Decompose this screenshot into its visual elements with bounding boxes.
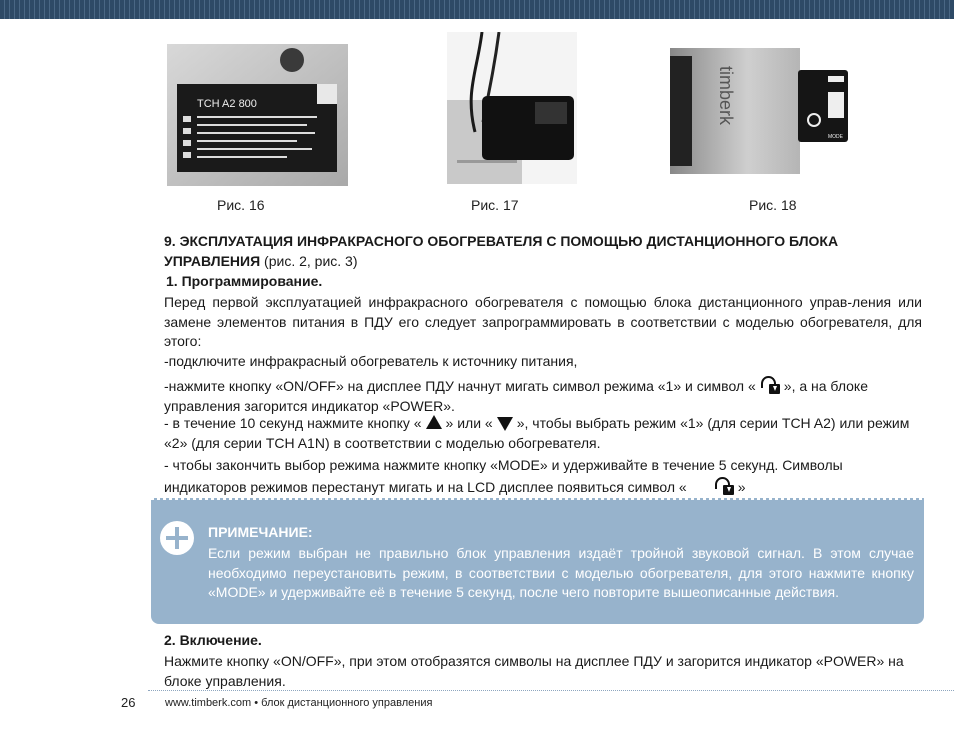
lock-icon	[759, 375, 781, 395]
list-item-press-onoff-text: -нажмите кнопку «ON/OFF» на дисплее ПДУ начнут мигать символ режима «1» и символ «	[164, 378, 756, 394]
note-title: ПРИМЕЧАНИЕ:	[208, 524, 313, 540]
paragraph-programming-intro: Перед первой эксплуатацией инфракрасного обогревателя с помощью блока дистанционного управ-ления или замене элементов питания в ПДУ его следует запрограммировать в соответствии с моделью обогревателя, для этого:	[164, 294, 922, 349]
caption-figure-18: Рис. 18	[749, 197, 797, 213]
figure-18-brand-text: timberk	[716, 66, 736, 126]
list-item-select-mode-text-a: - в течение 10 секунд нажмите кнопку «	[164, 415, 422, 431]
subheading-power-on: 2. Включение.	[164, 632, 262, 648]
list-item-press-onoff-end: », а на блоке управления загорится индикатор «POWER».	[164, 378, 868, 414]
figure-18-button-label: MODE	[828, 134, 843, 140]
list-item-select-mode-text-c: », чтобы выбрать режим «1» (для серии TCH A2) или режим «2» (для серии TCH A1N) в соответствии с моделью обогревателя.	[164, 415, 910, 451]
note-top-border	[151, 498, 924, 500]
plus-icon	[160, 521, 194, 555]
list-item-finish-mode	[164, 456, 922, 497]
caption-figure-17: Рис. 17	[471, 197, 519, 213]
subheading-programming: 1. Программирование.	[166, 273, 323, 289]
list-item-connect: -подключите инфракрасный обогреватель к источнику питания,	[164, 353, 578, 369]
list-item-select-mode-text-b: » или «	[445, 415, 493, 431]
caption-figure-16: Рис. 16	[217, 197, 265, 213]
list-item-finish-mode-end: »	[737, 478, 746, 495]
lock-icon-lcd	[713, 476, 735, 496]
footer-text: www.timberk.com • блок дистанционного управления	[165, 697, 433, 709]
arrow-down-icon	[497, 417, 513, 431]
list-item-select-mode	[164, 414, 922, 453]
arrow-up-icon	[426, 415, 442, 429]
header-bar	[0, 0, 954, 19]
section-heading-text: 9. ЭКСПЛУАТАЦИЯ ИНФРАКРАСНОГО ОБОГРЕВАТЕЛЯ С ПОМОЩЬЮ ДИСТАНЦИОННОГО БЛОКА УПРАВЛЕНИЯ	[164, 233, 839, 269]
figure-17-photo	[447, 32, 577, 184]
footer-divider	[148, 690, 954, 691]
figure-18-photo	[670, 48, 850, 174]
list-item-finish-mode-text: - чтобы закончить выбор режима нажмите кнопку «MODE» и удерживайте в течение 5 секунд. Символы индикаторов режимов перестанут мигать и на LCD дисплее появиться символ «	[164, 457, 843, 495]
figure-16-photo	[167, 44, 348, 186]
page-number: 26	[121, 695, 136, 710]
list-item-press-onoff	[164, 375, 922, 416]
figure-16-label-text: TCH A2 800	[197, 98, 257, 110]
section-heading-ref: (рис. 2, рис. 3)	[260, 252, 358, 269]
note-text: Если режим выбран не правильно блок управления издаёт тройной звуковой сигнал. В этом случае необходимо переустановить режим, в соответствии с моделью обогревателя, для этого нажмите кнопку «MODE» и удерживайте её в течение 5 секунд, после чего повторите вышеописанные действия.	[208, 545, 914, 600]
paragraph-power-on: Нажмите кнопку «ON/OFF», при этом отобразятся символы на дисплее ПДУ и загорится индикатор «POWER» на блоке управления.	[164, 653, 904, 689]
section-heading	[164, 232, 922, 271]
